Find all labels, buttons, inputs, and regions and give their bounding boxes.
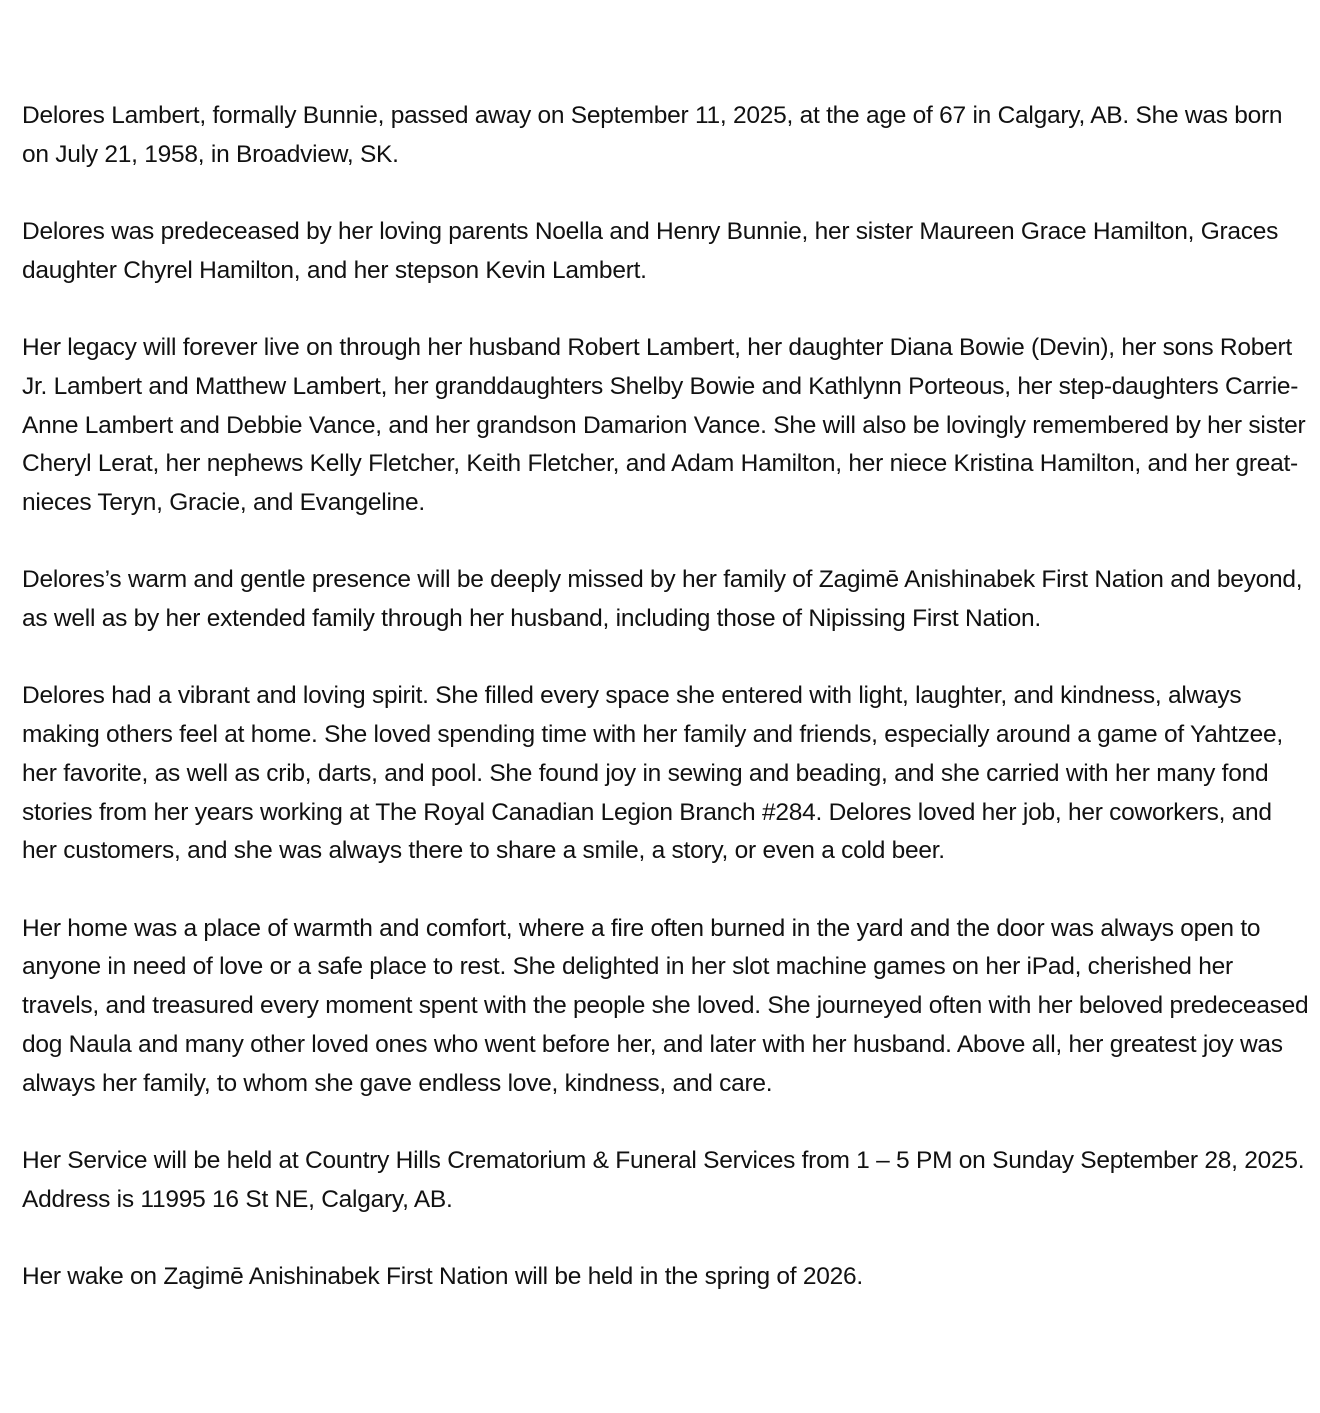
- paragraph-predeceased: Delores was predeceased by her loving parents Noella and Henry Bunnie, her sister Maureen Grace Hamilton, Graces daughter Chyrel Hamilton, and her stepson Kevin Lambert.: [22, 218, 1279, 284]
- paragraph-survivors: Her legacy will forever live on through her husband Robert Lambert, her daughter Diana Bowie (Devin), her sons Robert Jr. Lambert and Matthew Lambert, her granddaughters Shelby Bowie and Kathlynn Porteous, her step-daughters Carrie-Anne Lambert and Debbie Vance, and her grandson Damarion Vance. She will also be lovingly remembered by her sister Cheryl Lerat, her nephews Kelly Fletcher, Keith Fletcher, and Adam Hamilton, her niece Kristina Hamilton, and her great-nieces Teryn, Gracie, and Evangeline.: [22, 334, 1306, 516]
- paragraph-community: Delores’s warm and gentle presence will be deeply missed by her family of Zagimē Anishinabek First Nation and beyond, as well as by her extended family through her husband, including those of Nipissing First Nation.: [22, 566, 1303, 633]
- paragraph-spirit: Delores had a vibrant and loving spirit. She filled every space she entered with light, laughter, and kindness, always making others feel at home. She loved spending time with her family and friends, especially around a game of Yahtzee, her favorite, as well as crib, darts, and pool. She found joy in sewing and beading, and she carried with her many fond stories from her years working at The Royal Canadian Legion Branch #284. Delores loved her job, her coworkers, and her customers, and she was always there to share a smile, a story, or even a cold beer.: [22, 682, 1283, 865]
- paragraph-passing: Delores Lambert, formally Bunnie, passed away on September 11, 2025, at the age of 67 in Calgary, AB. She was born on July 21, 1958, in Broadview, SK.: [22, 102, 1283, 168]
- paragraph-home: Her home was a place of warmth and comfort, where a fire often burned in the yard and the door was always open to anyone in need of love or a safe place to rest. She delighted in her slot machine games on her iPad, cherished her travels, and treasured every moment spent with the people she loved. She journeyed often with her beloved predeceased dog Naula and many other loved ones who went before her, and later with her husband. Above all, her greatest joy was always her family, to whom she gave endless love, kindness, and care.: [22, 914, 1309, 1097]
- paragraph-wake: Her wake on Zagimē Anishinabek First Nation will be held in the spring of 2026.: [22, 1262, 863, 1290]
- paragraph-service: Her Service will be held at Country Hills Crematorium & Funeral Services from 1 – 5 PM on Sunday September 28, 2025. Address is 11995 16 St NE, Calgary, AB.: [22, 1146, 1305, 1213]
- obituary-text: [22, 97, 1310, 1297]
